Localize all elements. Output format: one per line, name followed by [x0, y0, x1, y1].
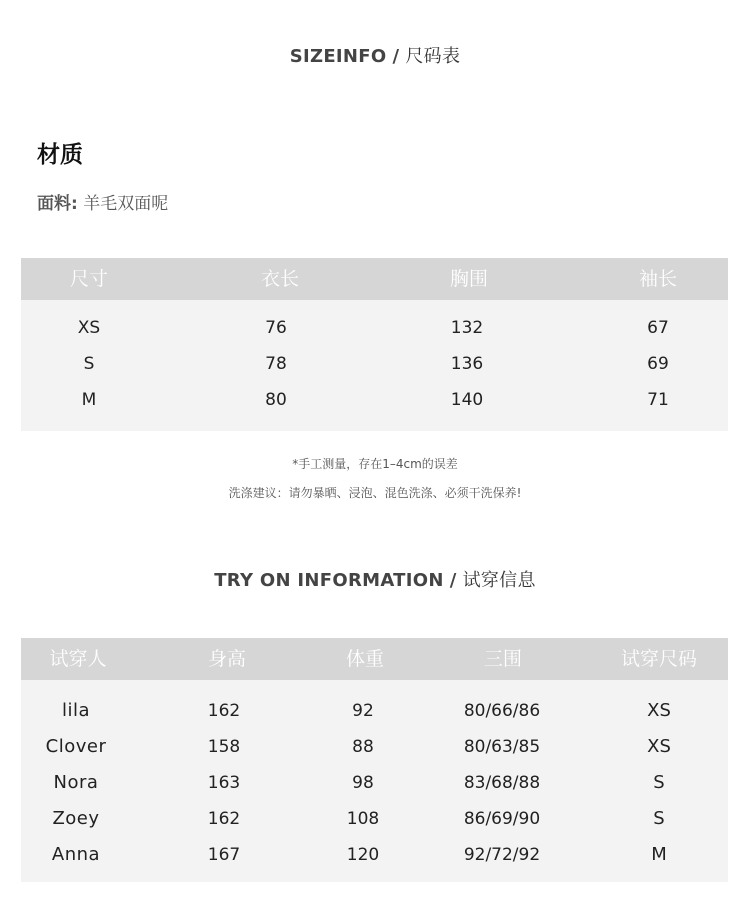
size-cell: S [653, 808, 665, 829]
try-table-header [21, 638, 728, 680]
weight-cell: 92 [352, 701, 374, 721]
size-title-slash: / [392, 46, 400, 67]
size-header-chest: 胸围 [449, 268, 489, 290]
table-row [21, 382, 728, 418]
measurements-cell: 86/69/90 [463, 809, 541, 829]
try-header-measurements: 三围 [483, 648, 523, 670]
try-title-slash: / [449, 570, 457, 591]
material-heading: 材质 [37, 142, 83, 168]
height-cell: 162 [207, 701, 241, 721]
person-cell: Anna [51, 844, 101, 865]
length-cell: 76 [265, 318, 287, 338]
try-header-weight: 体重 [345, 648, 385, 670]
fabric-line [37, 189, 168, 214]
try-title-en: TRY ON INFORMATION [214, 570, 444, 591]
size-header-sleeve: 袖长 [638, 268, 678, 290]
table-row [21, 765, 728, 801]
size-header-size: 尺寸 [69, 268, 109, 290]
length-cell: 78 [265, 354, 287, 374]
person-cell: lila [61, 700, 91, 721]
sleeve-cell: 67 [647, 318, 669, 338]
size-cell: S [83, 354, 95, 374]
size-section-title [0, 42, 750, 68]
height-cell: 158 [207, 737, 241, 757]
wash-note: 洗涤建议：请勿暴晒、浸泡、混色洗涤、必须干洗保养! [228, 486, 522, 500]
height-cell: 162 [207, 809, 241, 829]
weight-cell: 120 [346, 845, 380, 865]
try-header-person: 试穿人 [49, 648, 107, 670]
try-section-title [0, 566, 750, 592]
size-table-body [21, 300, 728, 418]
weight-cell: 98 [352, 773, 374, 793]
measurements-cell: 92/72/92 [463, 845, 541, 865]
weight-cell: 108 [346, 809, 380, 829]
measure-note: *手工测量，存在1–4cm的误差 [292, 457, 458, 471]
size-table-header [21, 258, 728, 300]
size-cell: M [81, 390, 97, 410]
table-row [21, 729, 728, 765]
sleeve-cell: 71 [647, 390, 669, 410]
measurements-cell: 80/66/86 [463, 701, 541, 721]
table-row [21, 693, 728, 729]
size-cell: XS [647, 736, 671, 757]
measurements-cell: 83/68/88 [463, 773, 541, 793]
size-title-cn: 尺码表 [405, 46, 461, 67]
height-cell: 163 [207, 773, 241, 793]
try-header-height: 身高 [207, 648, 247, 670]
table-row [21, 310, 728, 346]
chest-cell: 140 [450, 390, 484, 410]
size-cell: XS [77, 318, 101, 338]
weight-cell: 88 [352, 737, 374, 757]
person-cell: Nora [53, 772, 99, 793]
size-cell: XS [647, 700, 671, 721]
table-row [21, 346, 728, 382]
try-on-table [21, 638, 728, 882]
table-row [21, 801, 728, 837]
chest-cell: 132 [450, 318, 484, 338]
measurements-cell: 80/63/85 [463, 737, 541, 757]
size-cell: M [651, 844, 667, 865]
try-title-cn: 试穿信息 [462, 570, 536, 591]
person-cell: Clover [45, 736, 107, 757]
sleeve-cell: 69 [647, 354, 669, 374]
table-row [21, 837, 728, 873]
size-title-en: SIZEINFO [289, 46, 387, 67]
size-cell: S [653, 772, 665, 793]
length-cell: 80 [265, 390, 287, 410]
height-cell: 167 [207, 845, 241, 865]
fabric-value: 羊毛双面呢 [83, 194, 169, 214]
try-table-body [21, 680, 728, 873]
chest-cell: 136 [450, 354, 484, 374]
try-header-size: 试穿尺码 [620, 648, 698, 670]
size-header-length: 衣长 [260, 268, 300, 290]
fabric-label: 面料: [37, 194, 78, 214]
size-table [21, 258, 728, 431]
person-cell: Zoey [52, 808, 100, 829]
